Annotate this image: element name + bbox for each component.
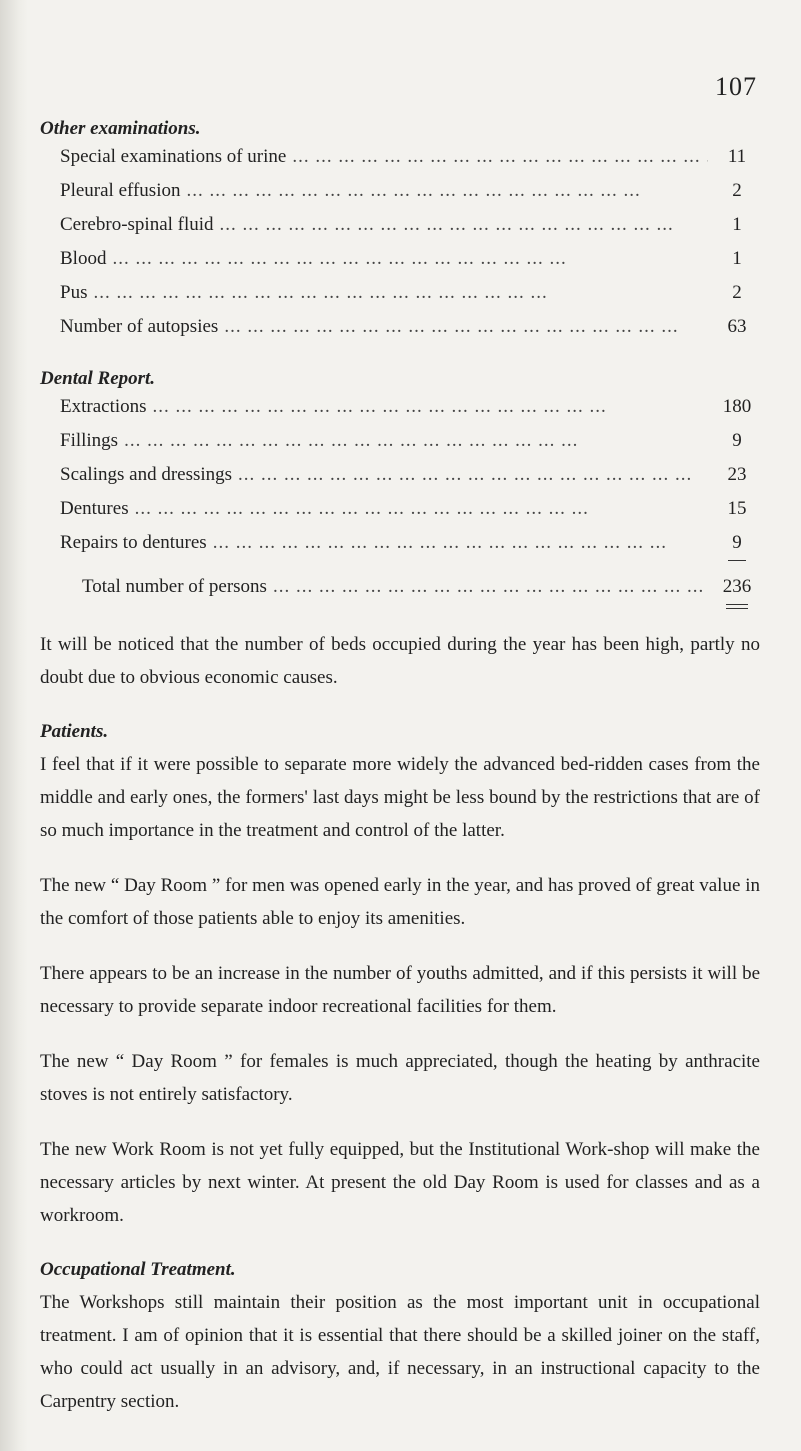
dental-report-list: [60, 390, 760, 560]
row-label: Pus: [60, 282, 88, 303]
spacer: [40, 847, 760, 869]
paragraph-work-room: The new Work Room is not yet fully equipped, but the Institutional Work-shop will make the necessary articles by next winter. At present the old Day Room is used for classes and as a workroom.: [40, 1139, 760, 1226]
row-label: Scalings and dressings: [60, 464, 233, 485]
paragraph-occupational: The Workshops still maintain their position as the most important unit in occupational treatment. I am of opinion that it is essential that there should be a skilled joiner on the staff, who could act usually in an advisory, and, if necessary, in an instructional capacity to the Carpentry section.: [40, 1292, 760, 1412]
leader-dots: [153, 390, 708, 424]
spacer: [40, 1023, 760, 1045]
leader-dots: [112, 242, 708, 276]
row-label: Number of autopsies: [60, 316, 219, 337]
list-item: [60, 492, 760, 526]
leader-dots: [238, 458, 708, 492]
row-value: 1: [732, 214, 742, 235]
paragraph-patients: I feel that if it were possible to separate more widely the advanced bed-ridden cases from the middle and early ones, the formers' last days might be less bound by the restrictions that are of so much importance in the treatment and control of the latter.: [40, 754, 760, 841]
row-value: 180: [722, 396, 752, 417]
row-label: Special examinations of urine: [60, 146, 287, 167]
other-examinations-list: [60, 140, 760, 344]
paragraph-youths: There appears to be an increase in the number of youths admitted, and if this persists it will be necessary to provide separate indoor recreational facilities for them.: [40, 963, 760, 1017]
list-item: [60, 310, 760, 344]
row-label: Pleural effusion: [60, 180, 181, 201]
row-label: Cerebro-spinal fluid: [60, 214, 214, 235]
list-item: [60, 424, 760, 458]
leader-dots: [273, 570, 708, 604]
total-double-rule: [60, 604, 760, 614]
leader-dots: [213, 526, 708, 560]
occupational-treatment-heading: Occupational Treatment.: [40, 1259, 236, 1280]
leader-dots: [292, 140, 708, 174]
spacer: [40, 694, 760, 716]
list-item: [60, 526, 760, 560]
total-value: 236: [722, 576, 752, 597]
list-item: [60, 140, 760, 174]
list-item: [60, 174, 760, 208]
paragraph-day-room-men: The new “ Day Room ” for men was opened early in the year, and has proved of great value in the comfort of those patients able to enjoy its amenities.: [40, 875, 760, 929]
row-value: 23: [727, 464, 747, 485]
leader-dots: [224, 310, 708, 344]
total-label: Total number of persons: [82, 576, 267, 597]
sum-rule: [60, 560, 760, 570]
spacer: [40, 935, 760, 957]
row-label: Blood: [60, 248, 107, 269]
row-value: 2: [732, 282, 742, 303]
leader-dots: [93, 276, 708, 310]
list-item: [60, 208, 760, 242]
spacer: [40, 344, 760, 368]
list-item: [60, 242, 760, 276]
spacer: [40, 1111, 760, 1133]
row-value: 15: [727, 498, 747, 519]
row-value: 9: [732, 532, 742, 553]
total-row: [82, 570, 760, 604]
row-value: 1: [732, 248, 742, 269]
leader-dots: [135, 492, 708, 526]
page-number: 107: [715, 72, 757, 101]
list-item: [60, 458, 760, 492]
row-value: 63: [727, 316, 747, 337]
list-item: [60, 276, 760, 310]
spacer: [40, 614, 760, 628]
page-edge-shadow: [0, 0, 28, 1451]
row-label: Dentures: [60, 498, 129, 519]
paragraph-day-room-females: The new “ Day Room ” for females is much appreciated, though the heating by anthracite stoves is not entirely satisfactory.: [40, 1051, 760, 1105]
row-label: Fillings: [60, 430, 119, 451]
row-value: 11: [727, 146, 747, 167]
other-examinations-heading: Other examinations.: [40, 118, 201, 139]
leader-dots: [124, 424, 708, 458]
row-value: 2: [732, 180, 742, 201]
dental-report-heading: Dental Report.: [40, 368, 156, 389]
row-value: 9: [732, 430, 742, 451]
page-content: [40, 118, 760, 1418]
leader-dots: [187, 174, 709, 208]
spacer: [40, 1232, 760, 1254]
row-label: Repairs to dentures: [60, 532, 207, 553]
patients-heading: Patients.: [40, 721, 109, 742]
list-item: [60, 390, 760, 424]
leader-dots: [220, 208, 708, 242]
row-label: Extractions: [60, 396, 147, 417]
paragraph-beds: It will be noticed that the number of beds occupied during the year has been high, partly no doubt due to obvious economic causes.: [40, 634, 760, 688]
